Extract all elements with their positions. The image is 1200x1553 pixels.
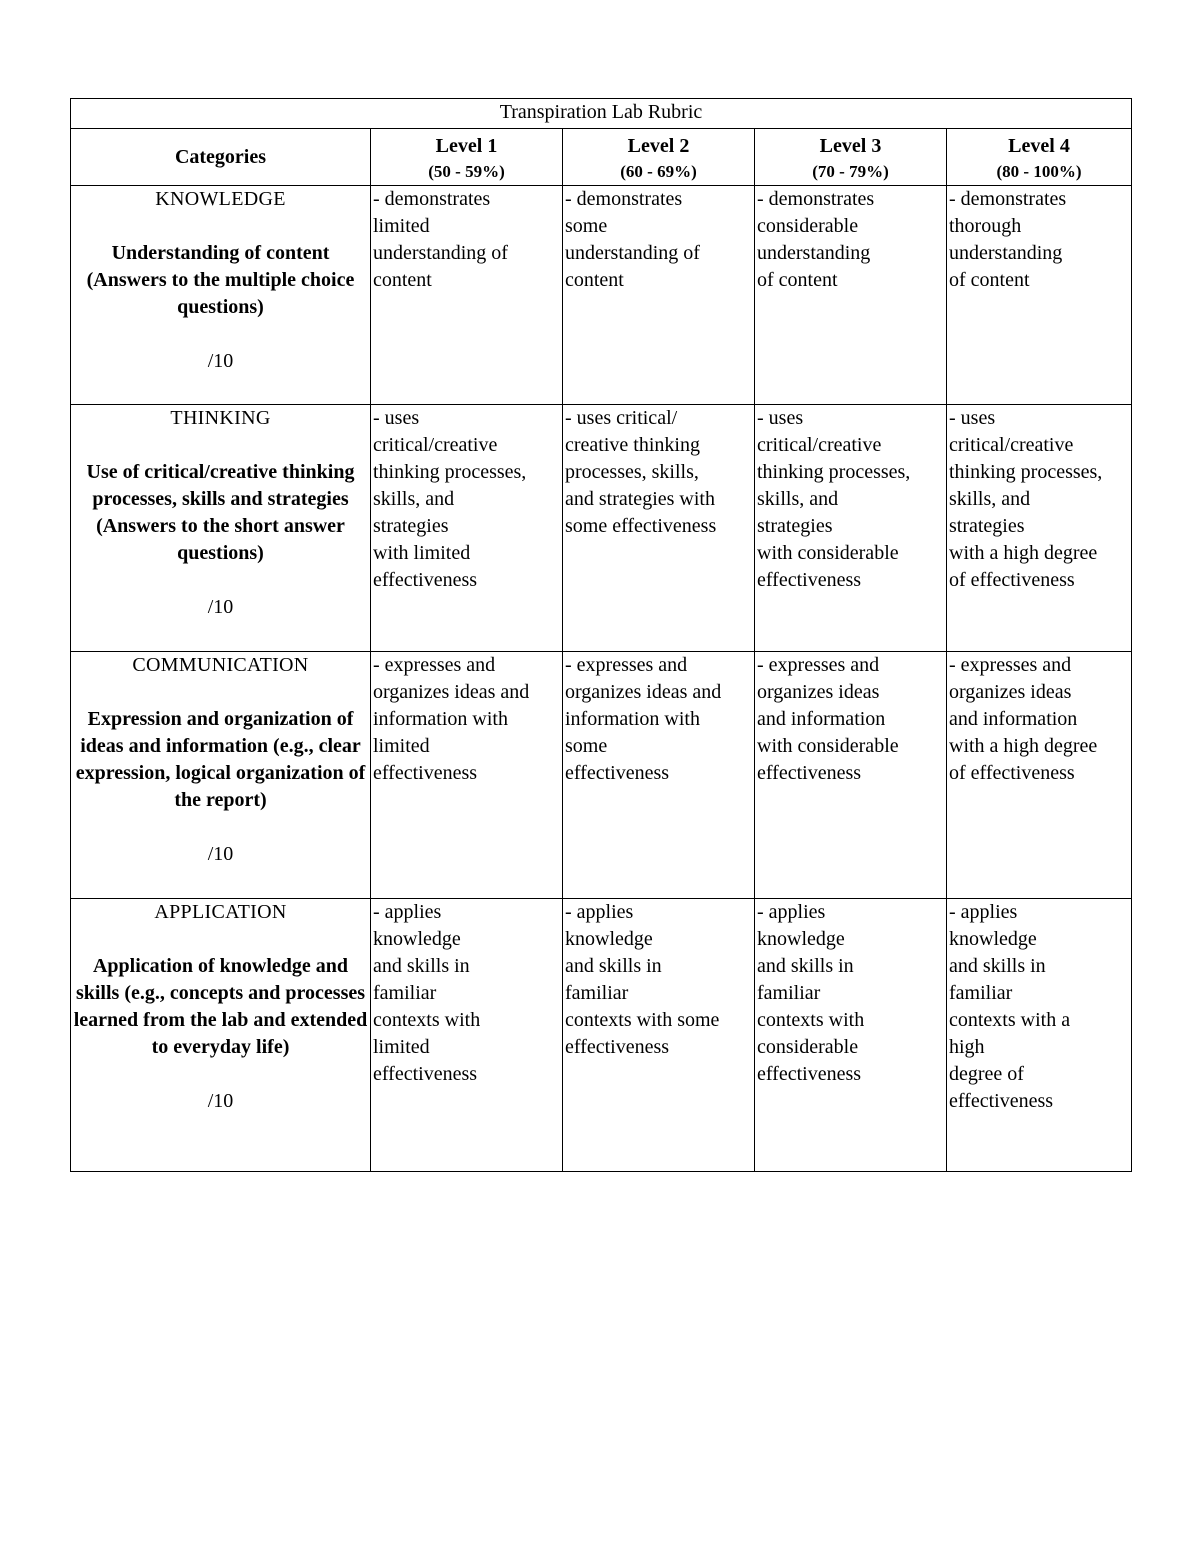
level-descriptor: - uses critical/creative thinking processes, skills, and strategies with limited effectiveness xyxy=(371,405,563,652)
level-descriptor: - uses critical/creative thinking processes, skills, and strategies with considerable effectiveness xyxy=(755,405,947,652)
table-row xyxy=(71,652,1132,899)
category-cell-thinking xyxy=(71,405,371,652)
category-description: Understanding of content (Answers to the multiple choice questions) xyxy=(86,242,355,318)
category-score: /10 xyxy=(207,596,234,618)
category-score: /10 xyxy=(207,1090,234,1112)
level-descriptor: - applies knowledge and skills in familiar contexts with limited effectiveness xyxy=(371,899,563,1172)
level-descriptor: - expresses and organizes ideas and information with considerable effectiveness xyxy=(755,652,947,899)
level-descriptor: - expresses and organizes ideas and information with a high degree of effectiveness xyxy=(947,652,1132,899)
level-descriptor: - applies knowledge and skills in familiar contexts with some effectiveness xyxy=(563,899,755,1172)
category-description: Use of critical/creative thinking processes, skills and strategies (Answers to the short answer questions) xyxy=(86,461,355,564)
header-row xyxy=(71,129,1132,186)
table-title: Transpiration Lab Rubric xyxy=(71,99,1132,129)
level-descriptor: - applies knowledge and skills in familiar contexts with considerable effectiveness xyxy=(755,899,947,1172)
table-row xyxy=(71,899,1132,1172)
level-3-range: (70 - 79%) xyxy=(812,162,889,181)
category-name: COMMUNICATION xyxy=(132,654,309,676)
rubric-table xyxy=(70,98,1132,1172)
level-3-header xyxy=(755,129,947,186)
category-cell-application xyxy=(71,899,371,1172)
categories-header: Categories xyxy=(71,129,371,186)
level-descriptor: - uses critical/creative thinking processes, skills, and strategies with a high degree of effectiveness xyxy=(947,405,1132,652)
table-row xyxy=(71,405,1132,652)
level-descriptor: - expresses and organizes ideas and information with some effectiveness xyxy=(563,652,755,899)
category-description: Expression and organization of ideas and information (e.g., clear expression, logical organization of the report) xyxy=(75,708,366,811)
level-3-name: Level 3 xyxy=(819,135,882,157)
category-description: Application of knowledge and skills (e.g., concepts and processes learned from the lab and extended to everyday life) xyxy=(73,955,368,1058)
level-2-name: Level 2 xyxy=(627,135,690,157)
category-name: APPLICATION xyxy=(154,901,287,923)
category-name: KNOWLEDGE xyxy=(155,188,286,210)
level-descriptor: - applies knowledge and skills in familiar contexts with a high degree of effectiveness xyxy=(947,899,1132,1172)
level-descriptor: - expresses and organizes ideas and information with limited effectiveness xyxy=(371,652,563,899)
level-4-range: (80 - 100%) xyxy=(996,162,1082,181)
category-cell-communication xyxy=(71,652,371,899)
level-descriptor: - demonstrates thorough understanding of content xyxy=(947,186,1132,405)
category-name: THINKING xyxy=(170,407,271,429)
level-1-header xyxy=(371,129,563,186)
category-score: /10 xyxy=(207,350,234,372)
level-4-header xyxy=(947,129,1132,186)
table-row xyxy=(71,186,1132,405)
level-1-name: Level 1 xyxy=(435,135,498,157)
level-descriptor: - demonstrates some understanding of content xyxy=(563,186,755,405)
category-cell-knowledge xyxy=(71,186,371,405)
level-2-range: (60 - 69%) xyxy=(620,162,697,181)
level-1-range: (50 - 59%) xyxy=(428,162,505,181)
level-descriptor: - demonstrates considerable understanding of content xyxy=(755,186,947,405)
category-score: /10 xyxy=(207,843,234,865)
level-4-name: Level 4 xyxy=(1008,135,1070,157)
level-2-header xyxy=(563,129,755,186)
level-descriptor: - demonstrates limited understanding of content xyxy=(371,186,563,405)
level-descriptor: - uses critical/ creative thinking processes, skills, and strategies with some effectiveness xyxy=(563,405,755,652)
